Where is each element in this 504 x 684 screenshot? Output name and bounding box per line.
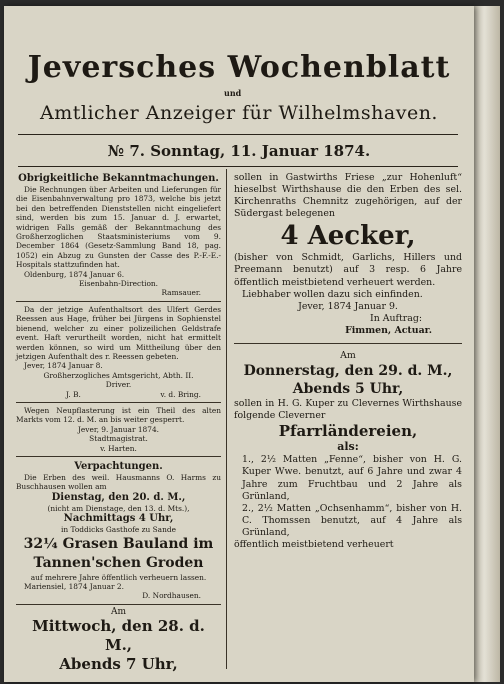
- notice3-org: Stadtmagistrat.: [89, 434, 148, 444]
- notice3-text: Wegen Neupflasterung ist ein Theil des alten Markts vom 12. d. M. an bis weiter gesperrt.: [16, 405, 221, 425]
- notice2-signature: Driver.: [105, 380, 132, 390]
- notice2-text: Da der jetzige Aufenthaltsort des Ulfert Gerdes Reessen aus Hage, früher bei Jürgens in Sophienstel bienend, welcher zu einer polizeilichen Geldstrafe event. Haft verurtheilt worden, nicht hat ermittelt werden können, so wird um Mittheilung über den jetzigen Aufenthalt des r. Reessen gebeten.: [16, 304, 221, 361]
- issue-line: № 7. Sonntag, 11. Januar 1874.: [107, 142, 371, 160]
- parish-intro: sollen in H. G. Kuper zu Clevernes Wirthshause folgende Cleverner: [234, 398, 462, 422]
- page-edge: [474, 6, 500, 682]
- parish-item-1: 1., 2½ Matten „Fenne“, bisher von H. G. Kuper Wwe. benutzt, auf 6 Jahre und zwar 4 Jahre zum Fruchtbau und 2 Jahre als Grünland,: [242, 454, 462, 502]
- am-label-right: Am: [340, 350, 356, 362]
- thursday-line: Donnerstag, den 29. d. M.,: [243, 363, 453, 380]
- issue-rule: [18, 166, 458, 167]
- notice2-org: Großherzogliches Amtsgericht, Abth. II.: [43, 370, 194, 380]
- auction-date: Jever, 1874 Januar 9.: [298, 300, 398, 312]
- lease-date: Mariensiel, 1874 Januar 2.: [24, 582, 124, 591]
- parish-terms: öffentlich meistbietend verheuert: [234, 538, 394, 550]
- auction-auftrag: In Auftrag:: [370, 312, 422, 324]
- lease-intro: Die Erben des weil. Hausmanns O. Harms zu Buschhausen wollen am: [16, 472, 221, 492]
- notice3-date: Jever, 9. Januar 1874.: [77, 424, 160, 434]
- auction-terms: (bisher von Schmidt, Garlichs, Hillers und Preemann benutzt) auf 3 resp. 6 Jahre öffentlich meistbietend verheuert werden.: [234, 252, 462, 288]
- lease-time: Nachmittags 4 Uhr,: [63, 513, 174, 525]
- left-column: [16, 172, 221, 674]
- evening-line-right: Abends 5 Uhr,: [292, 381, 404, 398]
- notice1-signature: Ramsauer.: [161, 288, 201, 298]
- separator: [16, 301, 221, 302]
- masthead-title: Jeversches Wochenblatt: [27, 50, 451, 85]
- notice2-signature-line: [16, 390, 221, 399]
- separator: [16, 402, 221, 403]
- notice1-text: Die Rechnungen über Arbeiten und Lieferungen für die Eisenbahnverwaltung pro 1873, welche bis jetzt bei den betreffenden Dienststellen nicht eingeliefert sind, werden bis zum 15. Januar d. J. erwartet, widrigen Falls gemäß der Bekanntmachung des Großherzoglichen Staatsministeriums vom 9. December 1864 (Gesetz-Sammlung Band 18, pag. 1052) ein Abzug zu Gunsten der Casse des P.-F.-E.-Hospitals stattzufinden hat.: [16, 185, 221, 270]
- notice1-date: Oldenburg, 1874 Januar 6.: [24, 269, 125, 279]
- auction-intro: sollen in Gastwirths Friese „zur Hohenluft“ hieselbst Wirthshause die den Erben des sel. Kirchenraths Chemnitz zugehörigen, auf der Südergast belegenen: [234, 172, 462, 220]
- parish-item-2: 2., 2½ Matten „Ochsenhamm“, bisher von H. C. Thomssen benutzt, auf 4 Jahre als Grünland,: [242, 502, 462, 538]
- masthead-und: und: [224, 88, 242, 98]
- notice3-signature: v. Harten.: [100, 443, 137, 453]
- notice2-date: Jever, 1874 Januar 8.: [24, 361, 103, 371]
- top-rule: [18, 134, 458, 135]
- auction-invite: Liebhaber wollen dazu sich einfinden.: [242, 288, 423, 300]
- separator: [16, 604, 221, 605]
- newspaper-page: [4, 6, 474, 682]
- wednesday-line: Mittwoch, den 28. d. M.,: [32, 617, 205, 655]
- als-label: als:: [337, 440, 359, 454]
- section-heading-leases: Verpachtungen.: [74, 460, 163, 472]
- lease-place: in Toddicks Gasthofe zu Sande: [61, 525, 176, 535]
- section-heading-official: Obrigkeitliche Bekanntmachungen.: [18, 173, 219, 184]
- column-divider: [226, 169, 227, 669]
- separator: [16, 456, 221, 457]
- parish-lands-heading: Pfarrländereien,: [278, 422, 418, 441]
- am-label: Am: [110, 606, 127, 617]
- notice2-bring: v. d. Bring.: [160, 389, 201, 399]
- evening-line: Abends 7 Uhr,: [59, 655, 178, 674]
- lease-terms: auf mehrere Jahre öffentlich verheuern lassen.: [30, 572, 207, 582]
- lease-land-1: 32¼ Grasen Bauland im: [23, 535, 214, 552]
- masthead-subtitle: Amtlicher Anzeiger für Wilhelmshaven.: [40, 102, 438, 124]
- separator: [234, 343, 462, 344]
- lease-note: (nicht am Dienstage, den 13. d. Mts.),: [47, 503, 190, 513]
- notice2-jb: J. B.: [66, 389, 81, 399]
- lease-signature: D. Nordhausen.: [142, 591, 201, 601]
- acres-heading: 4 Aecker,: [280, 221, 416, 252]
- auction-signature: Fimmen, Actuar.: [345, 324, 432, 336]
- notice1-org: Eisenbahn-Direction.: [78, 279, 159, 289]
- lease-land-2: Tannen'schen Groden: [33, 554, 204, 571]
- right-column: [234, 172, 462, 551]
- lease-day: Dienstag, den 20. d. M.,: [51, 491, 186, 503]
